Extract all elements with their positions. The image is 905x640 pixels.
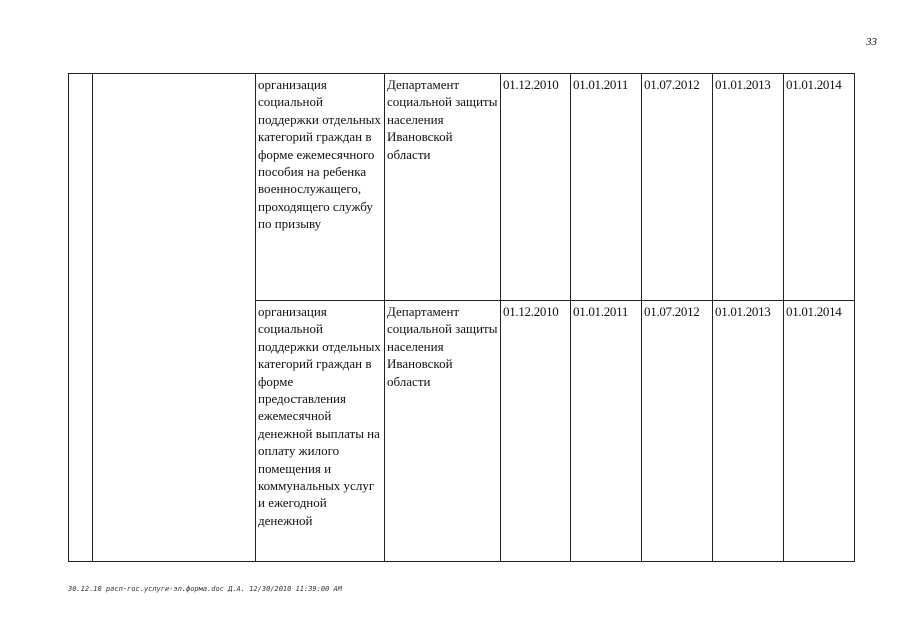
document-footer: 30.12.10 расп-гос.услуги-эл.форма.doc Д.А. 12/30/2010 11:39:00 AM [68,585,342,593]
date-cell: 01.01.2011 [571,301,642,562]
services-table [68,73,855,562]
date-cell: 01.12.2010 [501,301,571,562]
date-cell: 01.01.2014 [784,74,855,301]
category-cell [93,74,256,562]
date-cell: 01.07.2012 [642,74,713,301]
date-cell: 01.01.2011 [571,74,642,301]
number-cell [69,74,93,562]
service-cell: организация социальной поддержки отдельных категорий граждан в форме ежемесячного пособия на ребенка военнослужащего, проходящего службу по призыву [256,74,385,301]
date-cell: 01.01.2013 [713,301,784,562]
department-cell: Департамент социальной защиты населения Ивановской области [385,301,501,562]
page-number: 33 [866,36,877,48]
table-row [69,74,855,301]
service-cell: организация социальной поддержки отдельных категорий граждан в форме предоставления ежемесячной денежной выплаты на оплату жилого помещения и коммунальных услуг и ежегодной денежной [256,301,385,562]
date-cell: 01.12.2010 [501,74,571,301]
date-cell: 01.01.2013 [713,74,784,301]
department-cell: Департамент социальной защиты населения Ивановской области [385,74,501,301]
date-cell: 01.07.2012 [642,301,713,562]
date-cell: 01.01.2014 [784,301,855,562]
